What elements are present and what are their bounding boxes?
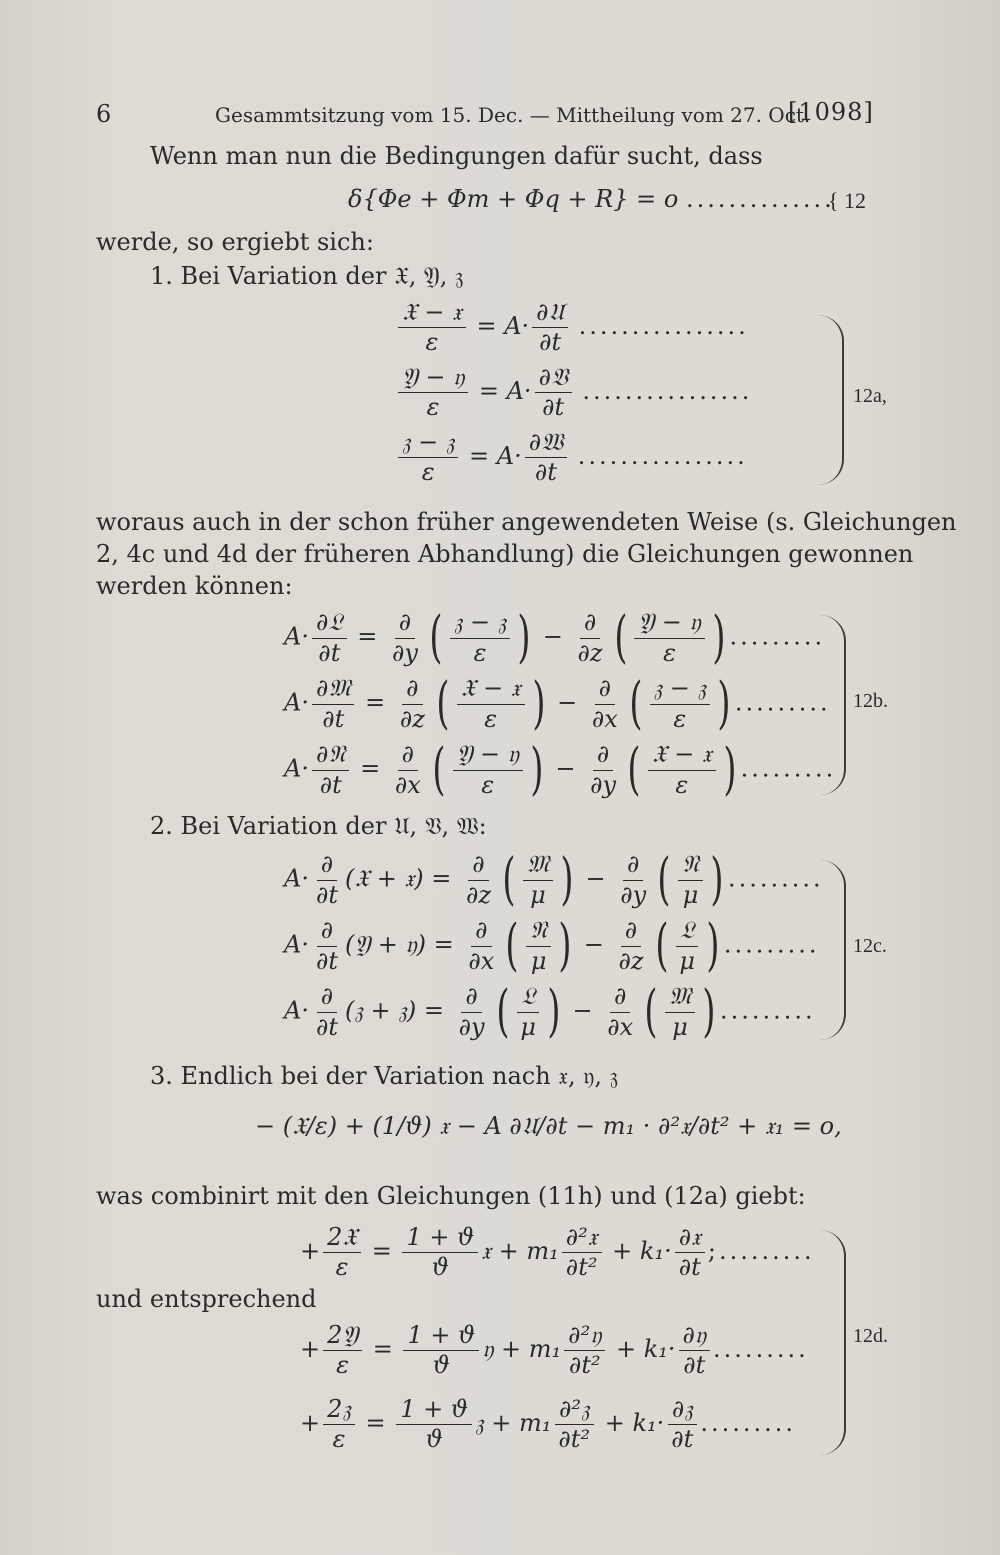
mu: μ	[679, 946, 696, 975]
symbol-a: A	[284, 864, 302, 893]
dt: ∂t	[319, 770, 342, 799]
section-3-heading: 3. Endlich bei der Variation nach 𝔵, 𝔶, 𝔷	[150, 1062, 619, 1090]
symbol-a: A	[284, 688, 302, 717]
mu: μ	[530, 946, 547, 975]
dt: ∂t	[315, 880, 339, 909]
brace-12a	[818, 315, 844, 485]
eq12b-row-2-lhs: ∂𝔐	[312, 676, 355, 704]
dt: ∂t	[315, 1012, 339, 1041]
partial: ∂	[395, 610, 415, 638]
eq12a-row-1-rhs-den: ∂t	[539, 328, 562, 357]
eq12a-row-3-den: ε	[421, 458, 435, 487]
dt2: ∂t²	[568, 1351, 601, 1380]
symbol-a: A	[496, 442, 515, 471]
paragraph-2-line-1: was combinirt mit den Gleichungen (11h) und (12a) giebt:	[96, 1182, 806, 1210]
eq12b-row-3-lhs: ∂𝔑	[312, 742, 349, 770]
partial: ∂	[593, 742, 613, 770]
eq12d-row-3-dd: ∂²𝔷	[555, 1397, 594, 1425]
partial: ∂	[610, 984, 630, 1012]
dt: ∂t	[318, 638, 341, 667]
eps: ε	[663, 638, 676, 667]
eq12b-row-1-d2: ∂z	[577, 638, 603, 667]
eq12c-row-1-f2: 𝔑	[678, 852, 703, 880]
paragraph-1-line-3: werden können:	[96, 572, 293, 600]
eq12b-row-3-d1: ∂x	[394, 770, 421, 799]
eq12d-row-2-dd: ∂²𝔶	[564, 1323, 605, 1351]
brace-12b	[820, 615, 846, 795]
eq12d-row-2-var: 𝔶	[482, 1335, 494, 1364]
section-1-heading: 1. Bei Variation der 𝔛, 𝔜, 𝔷	[150, 262, 464, 290]
eq12a-row-2-rhs-den: ∂t	[542, 393, 565, 422]
k1: k₁	[632, 1409, 657, 1438]
dt: ∂t	[678, 1253, 701, 1282]
equation-12-dots: ..............	[685, 185, 835, 213]
eq12c-row-2-f2: 𝔏	[676, 918, 698, 946]
eq12b-row-3-f1: 𝔜 − 𝔶	[453, 742, 523, 770]
symbol-a: A	[506, 377, 524, 406]
eq12d-row-3-var: 𝔷	[475, 1409, 484, 1438]
partial: ∂	[623, 852, 643, 880]
eq12d-row-3-d: ∂𝔷	[668, 1397, 697, 1425]
symbol-a: A	[284, 996, 302, 1025]
theta: ϑ	[432, 1351, 450, 1380]
eq12a-row-2-den: ε	[426, 393, 440, 422]
k1: k₁	[643, 1335, 668, 1364]
eq12b-row-1-lhs: ∂𝔏	[312, 610, 347, 638]
partial: ∂	[468, 852, 488, 880]
k1: k₁	[639, 1237, 665, 1266]
eps: ε	[481, 770, 495, 799]
eq12b-row-3-f2: 𝔛 − 𝔵	[648, 742, 716, 770]
eq12d-row-3: + $\frac{\text{2𝔷}}{\varepsilon}$ = $\frac{1 + ϑ}{ϑ}$ 𝔷 + m₁ $\frac{\text{∂²𝔷}}{\text{∂t²}}$ + k₁· $\frac{\text{∂𝔷}}{\partial t}$ .........	[300, 1395, 796, 1454]
eq12a-row-3-rhs-num: ∂𝔚	[525, 430, 567, 458]
eps: ε	[332, 1425, 346, 1454]
bracket-page-number: [1098]	[788, 98, 874, 126]
eps: ε	[335, 1253, 349, 1282]
eq12d-row-2-d: ∂𝔶	[679, 1323, 711, 1351]
mu: μ	[530, 880, 546, 909]
brace-12c	[820, 860, 846, 1040]
paragraph-1-line-2: 2, 4c und 4d der früheren Abhandlung) die Gleichungen gewonnen	[96, 540, 914, 568]
m1: m₁	[518, 1409, 552, 1438]
partial: ∂	[398, 742, 418, 770]
symbol-a: A	[504, 312, 522, 341]
eq12b-row-3-d2: ∂y	[590, 770, 617, 799]
m1: m₁	[526, 1237, 559, 1266]
eq12d-row-1: + $\frac{\text{2𝔛}}{\varepsilon}$ = $\frac{1 + ϑ}{ϑ}$ 𝔵 + m₁ $\frac{\text{∂²𝔵}}{\text{∂t²}}$ + k₁· $\frac{\text{∂𝔵}}{\partial t}$ ;.........	[300, 1223, 815, 1282]
one-plus-theta: 1 + ϑ	[396, 1397, 472, 1425]
eps: ε	[336, 1351, 350, 1380]
paragraph-1-line-1: woraus auch in der schon früher angewendeten Weise (s. Gleichungen	[96, 508, 957, 536]
dt2: ∂t²	[558, 1425, 591, 1454]
one-plus-theta: 1 + ϑ	[403, 1323, 479, 1351]
m1: m₁	[528, 1335, 562, 1364]
equation-12-label: { 12	[828, 188, 867, 213]
section-3-equation: − (𝔛/ε) + (1/ϑ) 𝔵 − A ∂𝔘/∂t − m₁ · ∂²𝔵/∂t² + 𝔵₁ = o,	[255, 1112, 842, 1140]
eq12a-row-3-rhs-den: ∂t	[534, 458, 557, 487]
partial: ∂	[402, 676, 422, 704]
running-title: Gesammtsitzung vom 15. Dec. — Mittheilung vom 27. Oct.	[215, 103, 811, 127]
eq12c-row-2-d1: ∂x	[468, 946, 495, 975]
symbol-a: A	[284, 622, 302, 651]
eq12c-row-1: A· $\frac{\partial}{\partial t}$ (𝔛 + 𝔵) = $\frac{\partial}{\partial z}$ ( $\frac{\text{𝔐}}{\mu}$ ) − $\frac{\partial}{\partial y}$ ( $\frac{\text{𝔑}}{\mu}$ ) .........	[284, 847, 824, 912]
partial: ∂	[621, 918, 641, 946]
eq12b-row-2: A· $\frac{\text{∂𝔐}}{\partial t}$ = $\frac{\partial}{\partial z}$ ( $\frac{\text{𝔛 − 𝔵}}{\varepsilon}$ ) − $\frac{\partial}{\partial x}$ ( $\frac{\text{𝔷 − 𝔷}}{\varepsilon}$ ) .........	[284, 671, 831, 736]
eq12c-row-1-d2: ∂y	[620, 880, 647, 909]
eq12a-row-3: $\frac{\text{𝔷 − 𝔷}}{\varepsilon}$ = A· $\frac{\text{∂𝔚}}{\partial t}$ ................	[395, 430, 748, 485]
symbol-a: A	[284, 930, 302, 959]
eq12a-row-2: $\frac{\text{𝔜 − 𝔶}}{\varepsilon}$ = A· $\frac{\text{∂𝔙}}{\partial t}$ ................	[395, 365, 752, 420]
eps: ε	[473, 638, 487, 667]
equation-12c-label: 12c.	[853, 935, 887, 957]
eq12c-row-3-f2: 𝔐	[665, 984, 695, 1012]
paragraph-2-line-2: und entsprechend	[96, 1285, 317, 1313]
eq12d-row-2-tail: .........	[713, 1335, 809, 1364]
eq12d-row-1-num: 2𝔛	[323, 1225, 361, 1253]
eq12c-row-1-lhs: (𝔛 + 𝔵)	[345, 864, 424, 893]
dt2: ∂t²	[565, 1253, 598, 1282]
eq12c-row-3-d1: ∂y	[458, 1012, 485, 1041]
dt: ∂t	[322, 704, 345, 733]
dt: ∂t	[683, 1351, 706, 1380]
eps: ε	[673, 704, 687, 733]
eq12c-row-1-f1: 𝔐	[523, 852, 553, 880]
eq12b-row-1-f2: 𝔜 − 𝔶	[634, 610, 704, 638]
intro-line-2: werde, so ergiebt sich:	[96, 228, 374, 256]
one-plus-theta: 1 + ϑ	[402, 1225, 478, 1253]
eq12d-row-1-d: ∂𝔵	[675, 1225, 705, 1253]
symbol-a: A	[284, 754, 302, 783]
equation-12b-label: 12b.	[853, 690, 888, 712]
eps: ε	[484, 704, 498, 733]
eq12b-row-2-d1: ∂z	[399, 704, 425, 733]
eq12a-row-1: $\frac{\text{𝔛 − 𝔵}}{\varepsilon}$ = A· $\frac{\text{∂𝔘}}{\partial t}$ ................	[395, 300, 749, 355]
eq12c-row-2-d2: ∂z	[618, 946, 644, 975]
eq12c-row-2: A· $\frac{\partial}{\partial t}$ (𝔜 + 𝔶) = $\frac{\partial}{\partial x}$ ( $\frac{\text{𝔑}}{\mu}$ ) − $\frac{\partial}{\partial z}$ ( $\frac{\text{𝔏}}{\mu}$ ) .........	[284, 913, 820, 978]
eq12b-row-2-f1: 𝔛 − 𝔵	[457, 676, 525, 704]
eq12d-row-3-num: 2𝔷	[323, 1397, 355, 1425]
eq12a-row-1-rhs-num: ∂𝔘	[532, 300, 568, 328]
eq12c-row-2-f1: 𝔑	[526, 918, 551, 946]
dt: ∂t	[315, 946, 339, 975]
partial: ∂	[317, 984, 337, 1012]
dt: ∂t	[671, 1425, 694, 1454]
eq12a-row-2-num: 𝔜 − 𝔶	[398, 365, 468, 393]
section-2-heading: 2. Bei Variation der 𝔘, 𝔙, 𝔚:	[150, 812, 487, 840]
page-number: 6	[96, 100, 112, 128]
eq12d-row-3-tail: .........	[700, 1409, 796, 1438]
eq12c-row-2-lhs: (𝔜 + 𝔶)	[345, 930, 426, 959]
eq12d-row-2-num: 2𝔜	[323, 1323, 362, 1351]
mu: μ	[672, 1012, 688, 1041]
eq12d-row-2: + $\frac{\text{2𝔜}}{\varepsilon}$ = $\frac{1 + ϑ}{ϑ}$ 𝔶 + m₁ $\frac{\text{∂²𝔶}}{\text{∂t²}}$ + k₁· $\frac{\text{∂𝔶}}{\partial t}$ .........	[300, 1321, 809, 1380]
eq12c-row-3-lhs: (𝔷 + 𝔷)	[345, 996, 417, 1025]
partial: ∂	[317, 852, 337, 880]
eq12a-row-3-num: 𝔷 − 𝔷	[398, 430, 458, 458]
eq12b-row-2-f2: 𝔷 − 𝔷	[650, 676, 710, 704]
theta: ϑ	[425, 1425, 443, 1454]
eq12c-row-3-d2: ∂x	[607, 1012, 634, 1041]
eq12d-row-1-var: 𝔵	[481, 1237, 491, 1266]
eq12d-row-1-dd: ∂²𝔵	[562, 1225, 602, 1253]
eq12c-row-1-d1: ∂z	[465, 880, 492, 909]
eq12c-row-3: A· $\frac{\partial}{\partial t}$ (𝔷 + 𝔷) = $\frac{\partial}{\partial y}$ ( $\frac{\text{𝔏}}{\mu}$ ) − $\frac{\partial}{\partial x}$ ( $\frac{\text{𝔐}}{\mu}$ ) .........	[284, 979, 816, 1044]
partial: ∂	[461, 984, 481, 1012]
eq12a-row-1-den: ε	[425, 328, 439, 357]
eq12a-row-1-num: 𝔛 − 𝔵	[398, 300, 466, 328]
equation-12	[348, 185, 835, 213]
partial: ∂	[471, 918, 491, 946]
partial: ∂	[317, 918, 337, 946]
equation-12d-label: 12d.	[853, 1325, 888, 1347]
eq12c-row-3-f1: 𝔏	[517, 984, 539, 1012]
equation-12-expr: δ{Φe + Φm + Φq + R} = o	[348, 185, 679, 213]
theta: ϑ	[431, 1253, 449, 1282]
equation-12a-label: 12a,	[853, 385, 887, 407]
eq12b-row-2-d2: ∂x	[591, 704, 618, 733]
eq12b-row-1-d1: ∂y	[392, 638, 418, 667]
partial: ∂	[595, 676, 615, 704]
mu: μ	[682, 880, 699, 909]
eq12d-row-1-tail: ;.........	[707, 1237, 815, 1266]
brace-12d	[820, 1230, 846, 1455]
eps: ε	[675, 770, 689, 799]
eq12b-row-3: A· $\frac{\text{∂𝔑}}{\partial t}$ = $\frac{\partial}{\partial x}$ ( $\frac{\text{𝔜 − 𝔶}}{\varepsilon}$ ) − $\frac{\partial}{\partial y}$ ( $\frac{\text{𝔛 − 𝔵}}{\varepsilon}$ ) .........	[284, 737, 837, 802]
partial: ∂	[580, 610, 600, 638]
mu: μ	[520, 1012, 536, 1041]
intro-line-1: Wenn man nun die Bedingungen dafür sucht, dass	[150, 142, 763, 170]
eq12b-row-1: A· $\frac{\text{∂𝔏}}{\partial t}$ = $\frac{\partial}{\partial y}$ ( $\frac{\text{𝔷 − 𝔷}}{\varepsilon}$ ) − $\frac{\partial}{\partial z}$ ( $\frac{\text{𝔜 − 𝔶}}{\varepsilon}$ ) .........	[284, 605, 826, 670]
eq12a-row-2-rhs-num: ∂𝔙	[535, 365, 572, 393]
eq12b-row-1-f1: 𝔷 − 𝔷	[450, 610, 510, 638]
